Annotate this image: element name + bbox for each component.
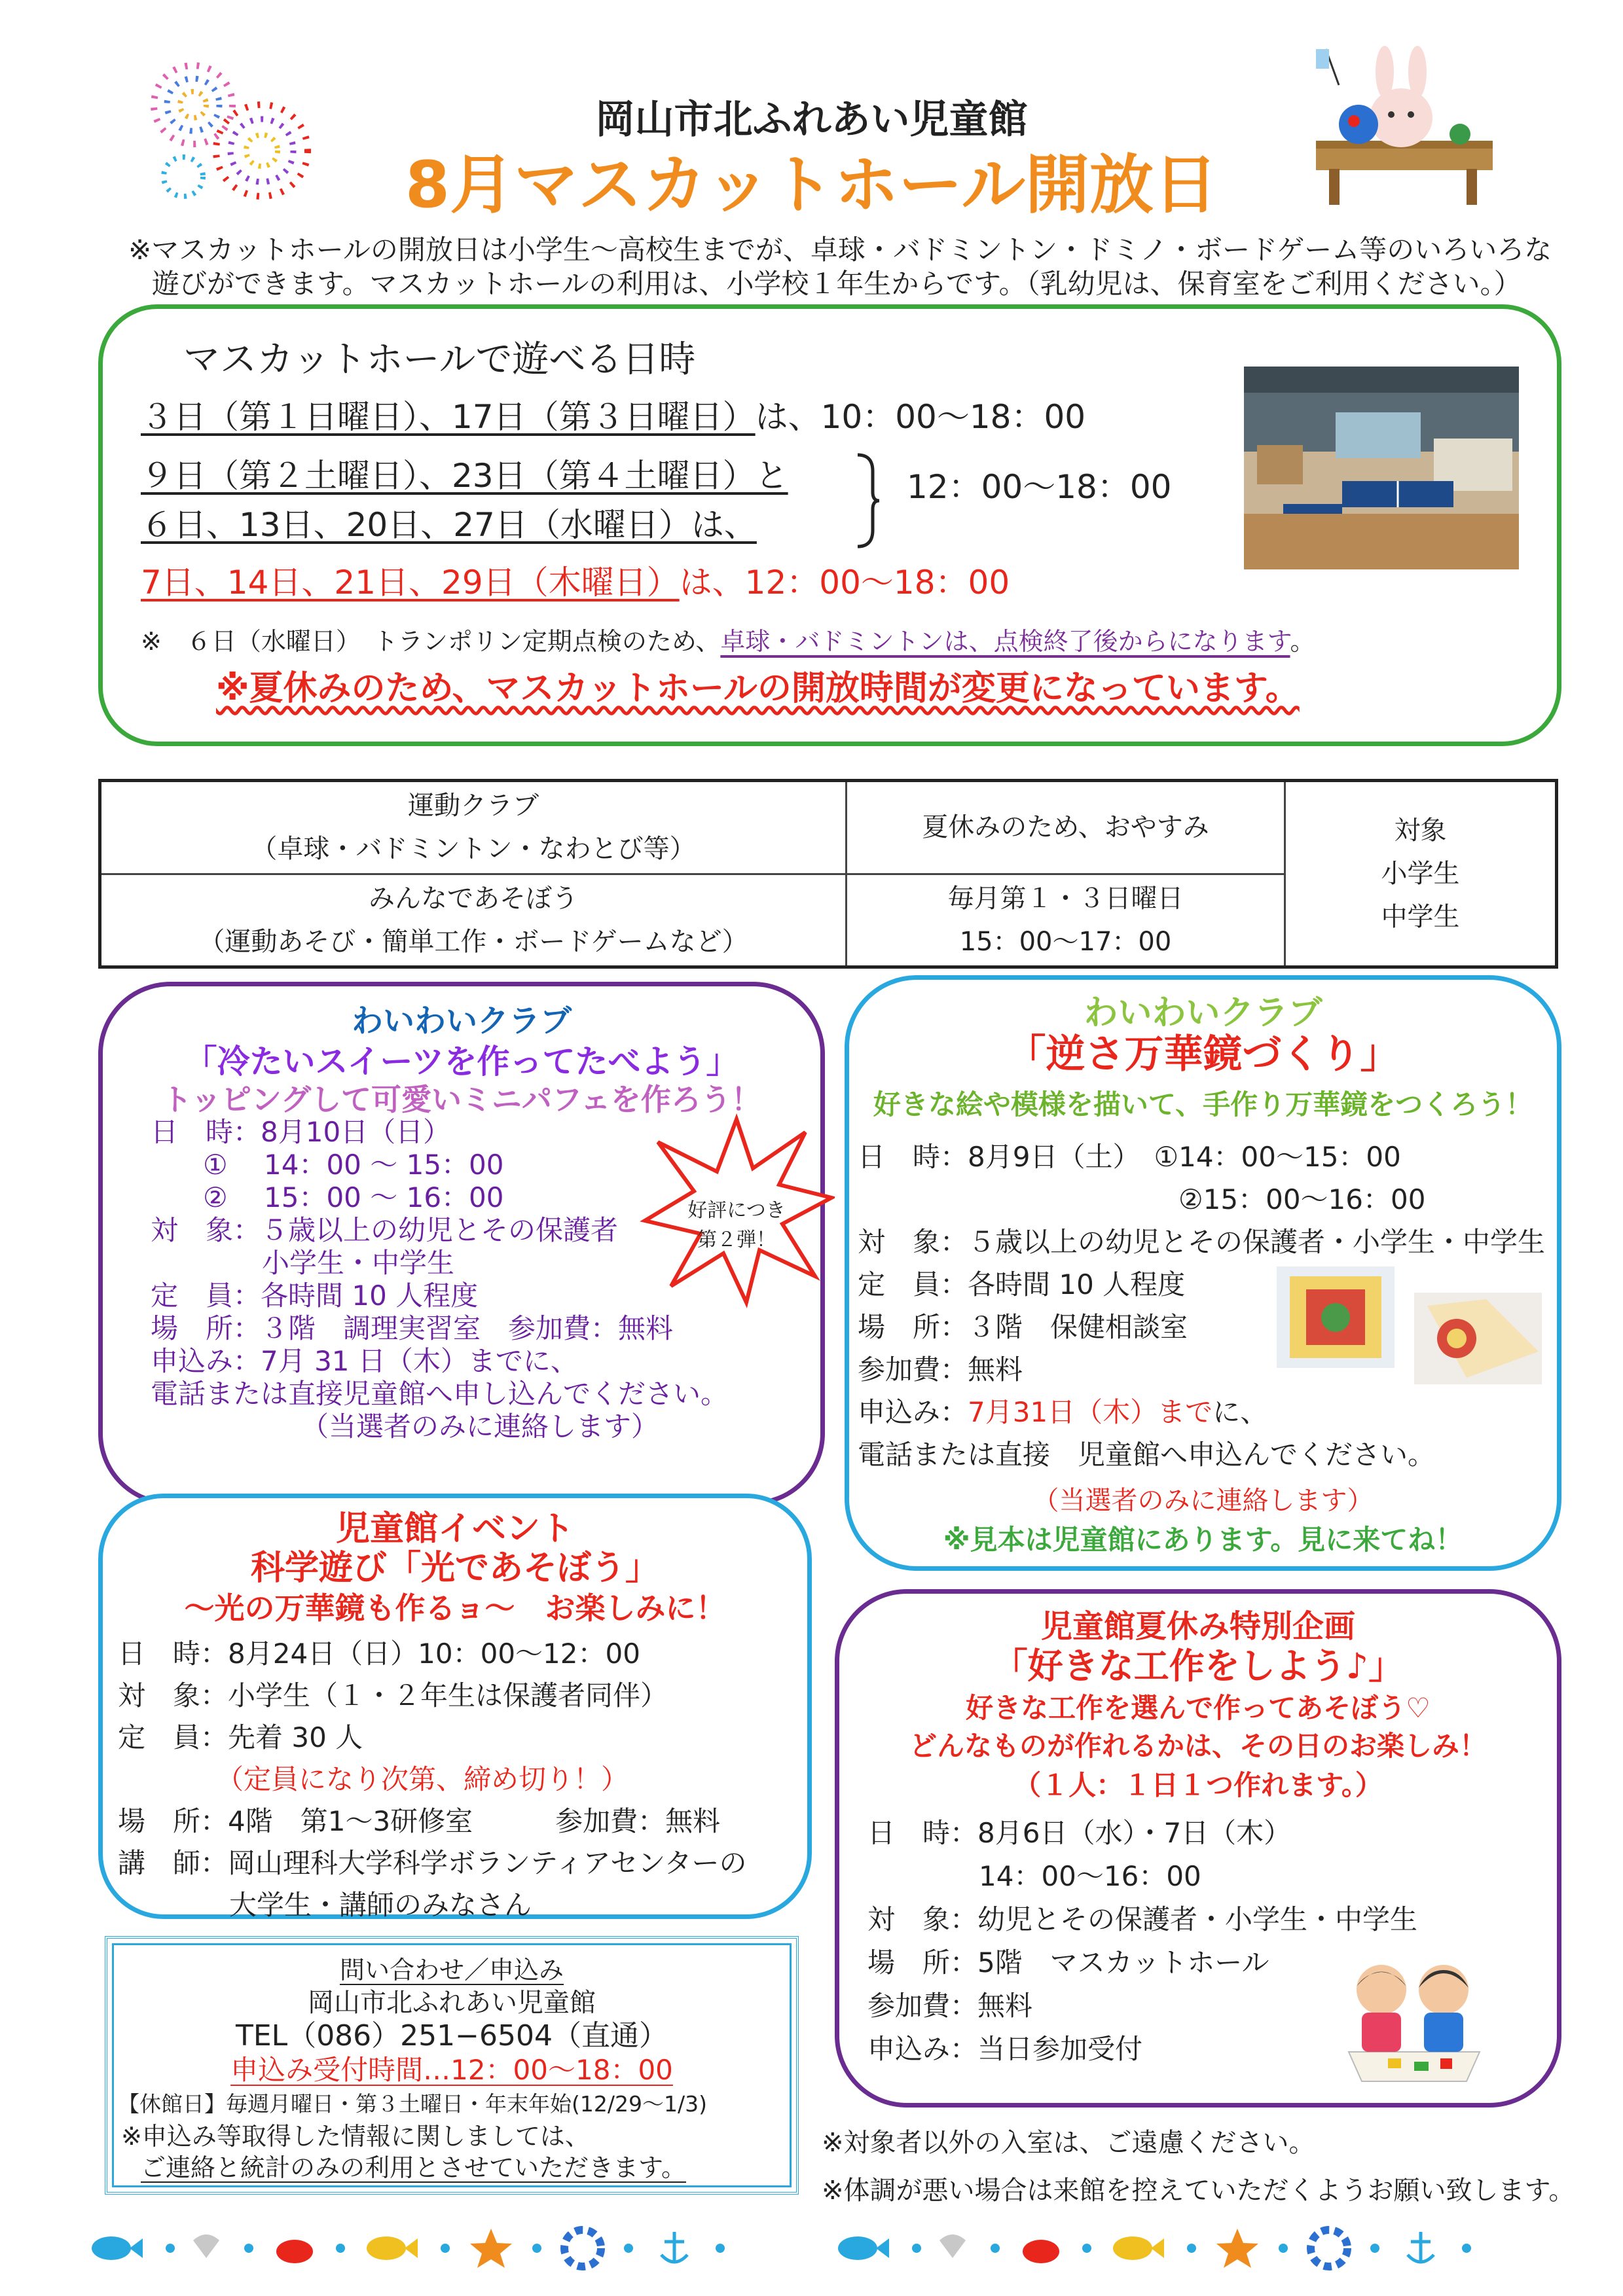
hours-row-1 bbox=[141, 396, 1085, 438]
contact-closed: 【休館日】毎週月曜日・第３土曜日・年末年始(12/29～1/3) bbox=[118, 2091, 707, 2117]
waiwai2-l1: 日 時：8月9日（土） ①14：00～15：00 bbox=[858, 1141, 1401, 1173]
page-title: 8月マスカットホール開放日 bbox=[405, 148, 1218, 223]
waiwai1-l4: 対 象：５歳以上の幼児とその保護者 bbox=[151, 1214, 619, 1246]
contact-tel: TEL（086）251−6504（直通） bbox=[236, 2019, 668, 2053]
contact-privacy-2: ご連絡と統計のみの利用とさせていただきます。 bbox=[141, 2153, 686, 2182]
waiwai2-l7b: 7月31日（木）まで bbox=[968, 1396, 1213, 1428]
waiwai1-l9: 電話または直接児童館へ申し込んでください。 bbox=[151, 1378, 729, 1410]
waiwai1-l7: 場 所：３階 調理実習室 参加費：無料 bbox=[151, 1312, 674, 1344]
event-title: 科学遊び「光であそぼう」 bbox=[250, 1549, 659, 1588]
hours-row-3-days: ６日、13日、20日、27日（水曜日）は、 bbox=[141, 506, 757, 544]
hours-row-23-time: 12：00～18：00 bbox=[907, 468, 1172, 506]
club2-detail: （運動あそび・簡単工作・ボードゲームなど） bbox=[198, 926, 748, 957]
target-1: 小学生 bbox=[1381, 859, 1460, 889]
contact-hours: 申込み受付時間…12：00～18：00 bbox=[230, 2054, 673, 2086]
special-sub-3: （１人：１日１つ作れます。） bbox=[1013, 1769, 1383, 1801]
special-l2: 14：00～16：00 bbox=[979, 1860, 1201, 1892]
contact-heading: 問い合わせ／申込み bbox=[339, 1956, 564, 1984]
special-l6: 申込み：当日参加受付 bbox=[867, 2033, 1143, 2065]
hours-note bbox=[141, 620, 1315, 662]
hours-row-4-days: 7日、14日、21日、29日（木曜日） bbox=[141, 564, 680, 601]
waiwai1-sub: トッピングして可愛いミニパフェを作ろう！ bbox=[162, 1082, 761, 1117]
event-l4: （定員になり次第、締め切り！） bbox=[216, 1763, 629, 1795]
waiwai2-l9: （当選者のみに連絡します） bbox=[1032, 1486, 1374, 1516]
contact-privacy-1: ※申込み等取得した情報に関しましては、 bbox=[121, 2122, 590, 2151]
club2-name: みんなであそぼう bbox=[369, 883, 578, 914]
intro-note-2: 遊びができます。マスカットホールの利用は、小学校１年生からです。（乳幼児は、保育室をご利用ください。） bbox=[152, 268, 1522, 300]
special-l3: 対 象：幼児とその保護者・小学生・中学生 bbox=[867, 1903, 1418, 1935]
special-sub-1: 好きな工作を選んで作ってあそぼう♡ bbox=[966, 1692, 1431, 1724]
event-details bbox=[118, 1633, 747, 1926]
gym-photo bbox=[1244, 367, 1519, 569]
club1-when: 夏休みのため、おやすみ bbox=[847, 781, 1285, 874]
club2-when-cell bbox=[847, 874, 1285, 967]
waiwai1-name: わいわいクラブ bbox=[351, 1003, 572, 1039]
waiwai1-l10: （当選者のみに連絡します） bbox=[301, 1410, 659, 1443]
waiwai1-l3: ② 15：00 ～ 16：00 bbox=[203, 1181, 504, 1213]
event-l3: 定 員：先着 30 人 bbox=[118, 1721, 363, 1753]
club1-detail: （卓球・バドミントン・なわとび等） bbox=[251, 834, 696, 865]
waiwai1-l5: 小学生・中学生 bbox=[262, 1247, 455, 1279]
schedule-table bbox=[98, 779, 1558, 969]
waiwai1-l1: 日 時：8月10日（日） bbox=[151, 1116, 451, 1148]
target-2: 中学生 bbox=[1381, 902, 1460, 932]
event-l7: 大学生・講師のみなさん bbox=[229, 1889, 532, 1921]
special-l4: 場 所：5階 マスカットホール bbox=[867, 1946, 1269, 1979]
footer-note-1: ※対象者以外の入室は、ご遠慮ください。 bbox=[822, 2128, 1315, 2158]
sea-border-decoration bbox=[85, 2222, 1571, 2274]
hours-note-prefix: ※ ６日（水曜日） トランポリン定期点検のため、 bbox=[141, 627, 721, 656]
hours-row-1-days: ３日（第１日曜日）、17日（第３日曜日） bbox=[141, 398, 756, 436]
club1-name: 運動クラブ bbox=[408, 791, 539, 821]
target-cell bbox=[1285, 781, 1557, 967]
kids-crafting-illustration bbox=[1336, 1954, 1493, 2085]
burst-text-1: 好評につき bbox=[687, 1199, 786, 1222]
contact-org: 岡山市北ふれあい児童館 bbox=[308, 1988, 596, 2018]
club2-when-2: 15：00～17：00 bbox=[959, 926, 1172, 957]
waiwai2-l3: 対 象：５歳以上の幼児とその保護者・小学生・中学生 bbox=[858, 1226, 1546, 1258]
kaleidoscope-photo-1 bbox=[1277, 1266, 1395, 1368]
club2-cell bbox=[100, 874, 847, 967]
hours-heading: マスカットホールで遊べる日時 bbox=[183, 338, 696, 381]
club1-cell bbox=[100, 781, 847, 874]
waiwai2-sub: 好きな絵や模様を描いて、手作り万華鏡をつくろう！ bbox=[873, 1088, 1533, 1121]
waiwai2-l5: 場 所：３階 保健相談室 bbox=[858, 1311, 1188, 1343]
waiwai2-l2: ②15：00～16：00 bbox=[1178, 1183, 1426, 1215]
special-sub-2: どんなものが作れるかは、その日のお楽しみ！ bbox=[909, 1730, 1487, 1762]
org-name: 岡山市北ふれあい児童館 bbox=[595, 97, 1028, 143]
event-l5: 場 所：4階 第1～3研修室 参加費：無料 bbox=[118, 1805, 721, 1837]
club2-when-1: 毎月第１・３日曜日 bbox=[947, 883, 1184, 914]
event-l6: 講 師：岡山理科大学科学ボランティアセンターの bbox=[118, 1847, 747, 1879]
hours-row-4-time: は、12：00～18：00 bbox=[679, 564, 1010, 601]
event-l1: 日 時：8月24日（日）10：00～12：00 bbox=[118, 1638, 640, 1670]
target-label: 対象 bbox=[1394, 816, 1447, 846]
waiwai2-name: わいわいクラブ bbox=[1084, 994, 1322, 1033]
waiwai2-title: 「逆さ万華鏡づくり」 bbox=[1006, 1031, 1400, 1077]
waiwai2-l4: 定 員：各時間 10 人程度 bbox=[858, 1268, 1186, 1300]
waiwai1-title: 「冷たいスイーツを作ってたべよう」 bbox=[184, 1043, 739, 1081]
waiwai2-l7c: に、 bbox=[1213, 1396, 1268, 1428]
waiwai2-l7 bbox=[858, 1391, 1545, 1433]
intro-note-1: ※マスカットホールの開放日は小学生～高校生までが、卓球・バドミントン・ドミノ・ボードゲーム等のいろいろな bbox=[128, 234, 1552, 266]
hours-row-4 bbox=[141, 562, 1010, 603]
waiwai1-l6: 定 員：各時間 10 人程度 bbox=[151, 1280, 479, 1312]
special-name: 児童館夏休み特別企画 bbox=[1040, 1608, 1355, 1645]
burst-text-2: 第２弾！ bbox=[697, 1229, 776, 1251]
waiwai2-l10: ※見本は児童館にあります。見に来てね！ bbox=[943, 1524, 1463, 1556]
event-name: 児童館イベント bbox=[335, 1509, 574, 1549]
hours-row-2-days: ９日（第２土曜日）、23日（第４土曜日）と bbox=[141, 457, 788, 495]
hours-note-highlight: 卓球・バドミントンは、点検終了後からになります bbox=[720, 627, 1290, 656]
hours-alert: ※夏休みのため、マスカットホールの開放時間が変更になっています。 bbox=[216, 669, 1300, 708]
waiwai1-l8: 申込み：7月 31 日（木）までに、 bbox=[151, 1345, 578, 1377]
event-l2: 対 象：小学生（１・２年生は保護者同伴） bbox=[118, 1679, 668, 1712]
waiwai2-l7a: 申込み： bbox=[858, 1396, 968, 1428]
hours-note-end: 。 bbox=[1290, 627, 1315, 656]
special-details bbox=[867, 1812, 1417, 2071]
special-l1: 日 時：8月6日（水）・7日（木） bbox=[867, 1817, 1292, 1849]
hours-row-1-time: は、10：00～18：00 bbox=[755, 398, 1086, 436]
brace-icon bbox=[854, 452, 881, 550]
event-sub: ～光の万華鏡も作るョ～ お楽しみに！ bbox=[184, 1590, 726, 1626]
waiwai2-l6: 参加費：無料 bbox=[858, 1354, 1023, 1386]
special-title: 「好きな工作をしよう♪」 bbox=[992, 1645, 1404, 1687]
kaleidoscope-photo-2 bbox=[1414, 1293, 1542, 1384]
footer-note-2: ※体調が悪い場合は来館を控えていただくようお願い致します。 bbox=[822, 2176, 1575, 2206]
special-l5: 参加費：無料 bbox=[867, 1990, 1033, 2022]
waiwai2-l8: 電話または直接 児童館へ申込んでください。 bbox=[858, 1439, 1436, 1471]
waiwai1-l2: ① 14：00 ～ 15：00 bbox=[203, 1149, 504, 1181]
